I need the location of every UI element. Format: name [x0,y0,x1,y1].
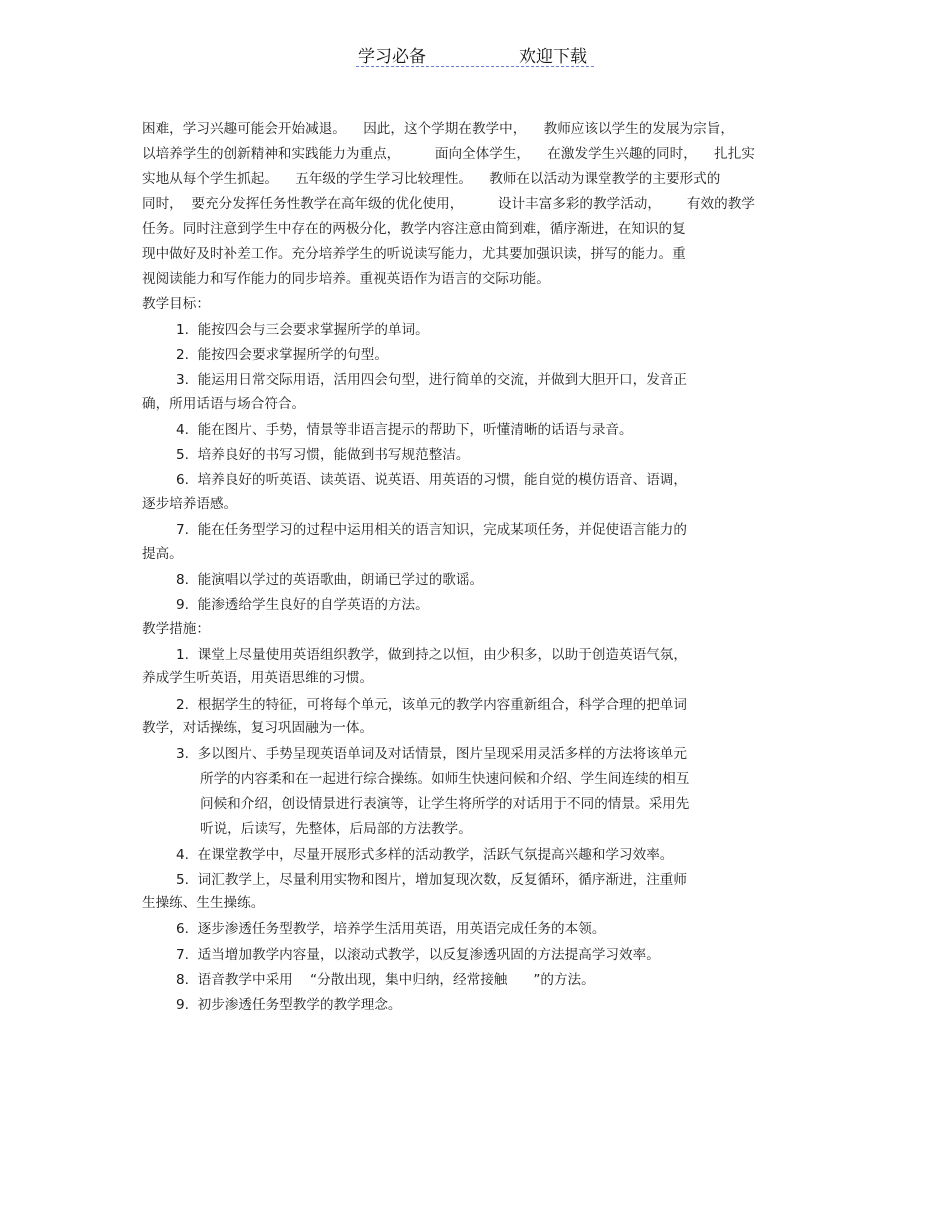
goal-item-3: 3. 能运用日常交际用语，活用四会句型，进行简单的交流，并做到大胆开口，发音正 [176,372,687,388]
measure-item-3: 3. 多以图片、手势呈现英语单词及对话情景，图片呈现采用灵活多样的方法将该单元 [176,746,687,762]
intro-line-4: 同时， 要充分发挥任务性教学在高年级的优化使用， 设计丰富多彩的教学活动， 有效的教学 [142,196,755,212]
section-heading-goals: 教学目标： [142,296,210,312]
header-title-left: 学习必备 [358,47,426,67]
goal-item-2: 2. 能按四会要求掌握所学的句型。 [176,347,388,363]
intro-line-6: 现中做好及时补差工作。充分培养学生的听说读写能力，尤其要加强识读，拼写的能力。重 [142,246,686,262]
section-heading-measures: 教学措施： [142,621,210,637]
measure-item-6: 6. 逐步渗透任务型教学，培养学生活用英语，用英语完成任务的本领。 [176,921,606,937]
measure-item-2: 2. 根据学生的特征，可将每个单元，该单元的教学内容重新组合，科学合理的把单词 [176,697,687,713]
measure-item-1: 1. 课堂上尽量使用英语组织教学，做到持之以恒，由少积多，以助于创造英语气氛， [176,647,687,663]
goal-item-7: 7. 能在任务型学习的过程中运用相关的语言知识，完成某项任务，并促使语言能力的 [176,522,687,538]
measure-item-9: 9. 初步渗透任务型教学的教学理念。 [176,997,402,1013]
goal-item-9: 9. 能渗透给学生良好的自学英语的方法。 [176,597,429,613]
measure-item-3-cont-1: 所学的内容柔和在一起进行综合操练。如师生快速问候和介绍、学生间连续的相互 [200,771,690,787]
goal-item-3-cont: 确，所用话语与场合符合。 [142,396,306,412]
goal-item-4: 4. 能在图片、手势，情景等非语言提示的帮助下，听懂清晰的话语与录音。 [176,422,633,438]
header-title-right: 欢迎下载 [519,47,587,67]
goal-item-1: 1. 能按四会与三会要求掌握所学的单词。 [176,322,429,338]
measure-item-1-cont: 养成学生听英语，用英语思维的习惯。 [142,670,374,686]
measure-item-7: 7. 适当增加教学内容量，以滚动式教学，以反复渗透巩固的方法提高学习效率。 [176,947,660,963]
goal-item-7-cont: 提高。 [142,546,183,562]
measure-item-2-cont: 教学，对话操练，复习巩固融为一体。 [142,720,374,736]
goal-item-6-cont: 逐步培养语感。 [142,496,238,512]
measure-item-3-cont-2: 问候和介绍，创设情景进行表演等，让学生将所学的对话用于不同的情景。采用先 [200,796,690,812]
intro-line-2: 以培养学生的创新精神和实践能力为重点， 面向全体学生， 在激发学生兴趣的同时， 扎扎实 [142,146,755,162]
goal-item-6: 6. 培养良好的听英语、读英语、说英语、用英语的习惯，能自觉的模仿语音、语调， [176,472,687,488]
measure-item-3-cont-3: 听说，后读写，先整体，后局部的方法教学。 [200,821,472,837]
intro-line-7: 视阅读能力和写作能力的同步培养。重视英语作为语言的交际功能。 [142,271,550,287]
intro-line-3: 实地从每个学生抓起。 五年级的学生学习比较理性。 教师在以活动为课堂教学的主要形式的 [142,171,721,187]
intro-line-5: 任务。同时注意到学生中存在的两极分化，教学内容注意由简到难，循序渐进，在知识的复 [142,221,686,237]
measure-item-4: 4. 在课堂教学中，尽量开展形式多样的活动教学，活跃气氛提高兴趣和学习效率。 [176,847,674,863]
goal-item-8: 8. 能演唱以学过的英语歌曲，朗诵已学过的歌谣。 [176,572,484,588]
intro-line-1: 困难，学习兴趣可能会开始减退。 因此，这个学期在教学中， 教师应该以学生的发展为宗旨， [142,121,734,137]
measure-item-5-cont: 生操练、生生操练。 [142,895,265,911]
measure-item-5: 5. 词汇教学上，尽量利用实物和图片，增加复现次数，反复循环，循序渐进，注重师 [176,872,687,888]
goal-item-5: 5. 培养良好的书写习惯，能做到书写规范整洁。 [176,447,470,463]
measure-item-8: 8. 语音教学中采用 “分散出现，集中归纳，经常接触 ”的方法。 [176,972,595,988]
